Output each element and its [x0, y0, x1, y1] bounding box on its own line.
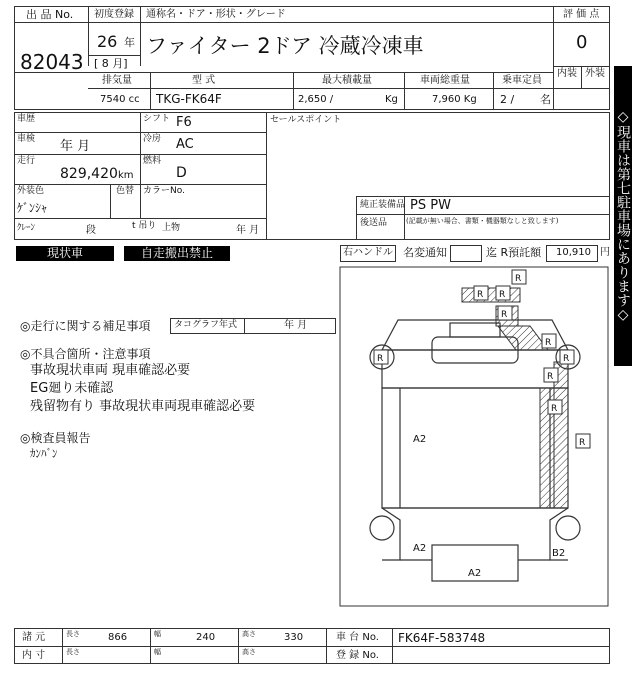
reg-month: [ 8 月]	[94, 57, 128, 70]
height-value: 330	[284, 632, 304, 643]
mileage-value: 829,420	[60, 166, 118, 182]
crane-ton: t 吊り	[132, 221, 157, 231]
cap-unit: 名	[540, 93, 551, 106]
inner-height-label: 高さ	[242, 648, 256, 656]
cap-value: 2 /	[500, 93, 515, 106]
aircon-label: 冷房	[143, 134, 162, 144]
crane-steps: 段	[86, 225, 96, 236]
model-label: 型 式	[192, 75, 216, 86]
exterior-label: 外装	[585, 68, 605, 79]
lot-number: 82043	[20, 50, 84, 74]
disp-value: 7540 cc	[100, 94, 140, 105]
car-name: ファイター 2ドア 冷蔵冷凍車	[146, 34, 424, 58]
defect-line-1: 事故現状車両 現車確認必要	[30, 363, 191, 378]
model-value: TKG-FK64F	[156, 92, 222, 106]
history-label: 車歴	[17, 114, 36, 124]
upper-date: 年 月	[236, 225, 260, 236]
disp-label: 排気量	[102, 75, 132, 86]
gross-value: 7,960 Kg	[432, 94, 477, 105]
upper-label: 上物	[162, 223, 181, 233]
regno-label: 登 録 No.	[336, 650, 379, 661]
damage-code: B2	[552, 548, 566, 559]
color-label: 外装色	[17, 186, 45, 196]
aircon-value: AC	[176, 137, 194, 152]
inspect-value: 年 月	[60, 139, 91, 154]
doc-note: (記載が無い場合、書類・機器類なしと致します)	[406, 217, 559, 225]
parking-note: ◇現車は第七駐車場にあります◇	[614, 66, 632, 366]
color-no-label: カラーNo.	[143, 186, 185, 196]
tacho-date: 年 月	[284, 320, 308, 331]
shift-label: シフト	[143, 114, 171, 124]
inner-len-label: 長さ	[66, 648, 80, 656]
width-value: 240	[196, 632, 216, 643]
gross-label: 車両総重量	[420, 75, 470, 86]
width-label: 幅	[154, 630, 161, 638]
inner-width-label: 幅	[154, 648, 161, 656]
mileage-label: 走行	[17, 156, 36, 166]
color-change-label: 色替	[116, 186, 135, 196]
damage-code: A2	[413, 434, 427, 445]
svg-text:R: R	[477, 290, 484, 300]
svg-text:R: R	[551, 404, 558, 414]
tacho-label: タコグラフ年式	[174, 320, 238, 330]
svg-text:R: R	[545, 338, 552, 348]
equip-label: 純正装備品	[360, 200, 406, 210]
shift-value: F6	[176, 115, 192, 130]
cap-label: 乗車定員	[502, 75, 542, 86]
chassis-label: 車 台 No.	[336, 632, 379, 643]
inspector-label: ◎検査員報告	[20, 431, 91, 445]
defect-line-2: EG廻り未確認	[30, 381, 114, 396]
year-unit: 年	[124, 36, 135, 49]
score-label: 評 価 点	[563, 9, 600, 20]
deposit-unit: 円	[600, 247, 610, 258]
drive-notes-label: ◎走行に関する補足事項	[20, 319, 151, 333]
crane-label: ｸﾚｰﾝ	[17, 223, 36, 233]
svg-text:R: R	[377, 354, 384, 364]
name-change-label: 名変通知	[403, 246, 447, 259]
reg-year: 26	[97, 32, 118, 51]
deposit-label: 迄 R預託額	[486, 246, 542, 259]
load-value: 2,650 /	[298, 94, 334, 105]
damage-diagram	[338, 266, 610, 608]
inspector-value: ｶﾝﾊﾞﾝ	[30, 447, 58, 460]
defect-line-3: 残留物有り 事故現状車両現車確認必要	[30, 399, 256, 414]
score-value: 0	[576, 32, 588, 53]
svg-text:R: R	[501, 310, 508, 320]
inspect-label: 車検	[17, 134, 36, 144]
load-label: 最大積載量	[322, 75, 372, 86]
fuel-value: D	[176, 165, 187, 181]
svg-text:R: R	[563, 354, 570, 364]
r-mark: R	[515, 274, 522, 284]
car-name-label: 通称名・ドア・形状・グレード	[146, 9, 286, 20]
svg-text:R: R	[547, 372, 554, 382]
svg-text:R: R	[579, 438, 586, 448]
reg-label: 初度登録	[94, 9, 134, 20]
defects-label: ◎不具合箇所・注意事項	[20, 347, 151, 361]
inner-dim-label: 内 寸	[22, 650, 46, 661]
equip-value: PS PW	[410, 198, 451, 213]
color-value: ｹﾞﾝｼｬ	[17, 201, 48, 215]
current-status-badge: 現状車	[16, 246, 114, 261]
mileage-unit: km	[118, 170, 134, 181]
height-label: 高さ	[242, 630, 256, 638]
len-value: 866	[108, 632, 128, 643]
doc-label: 後送品	[360, 218, 388, 228]
interior-label: 内装	[557, 68, 577, 79]
lot-label: 出 品 No.	[26, 8, 74, 21]
sales-points-label: セールスポイント	[270, 115, 342, 125]
steering-value: 右ハンドル	[343, 247, 393, 258]
no-self-drive-badge: 自走搬出禁止	[124, 246, 230, 261]
chassis-value: FK64F-583748	[398, 631, 486, 645]
deposit-value: 10,910	[556, 247, 591, 258]
dim-label: 諸 元	[22, 632, 46, 643]
load-unit: Kg	[385, 94, 398, 105]
damage-code: A2	[413, 543, 427, 554]
name-change-box	[450, 245, 482, 262]
svg-text:R: R	[499, 290, 506, 300]
fuel-label: 燃料	[143, 156, 162, 166]
damage-code: A2	[468, 568, 482, 579]
len-label: 長さ	[66, 630, 80, 638]
